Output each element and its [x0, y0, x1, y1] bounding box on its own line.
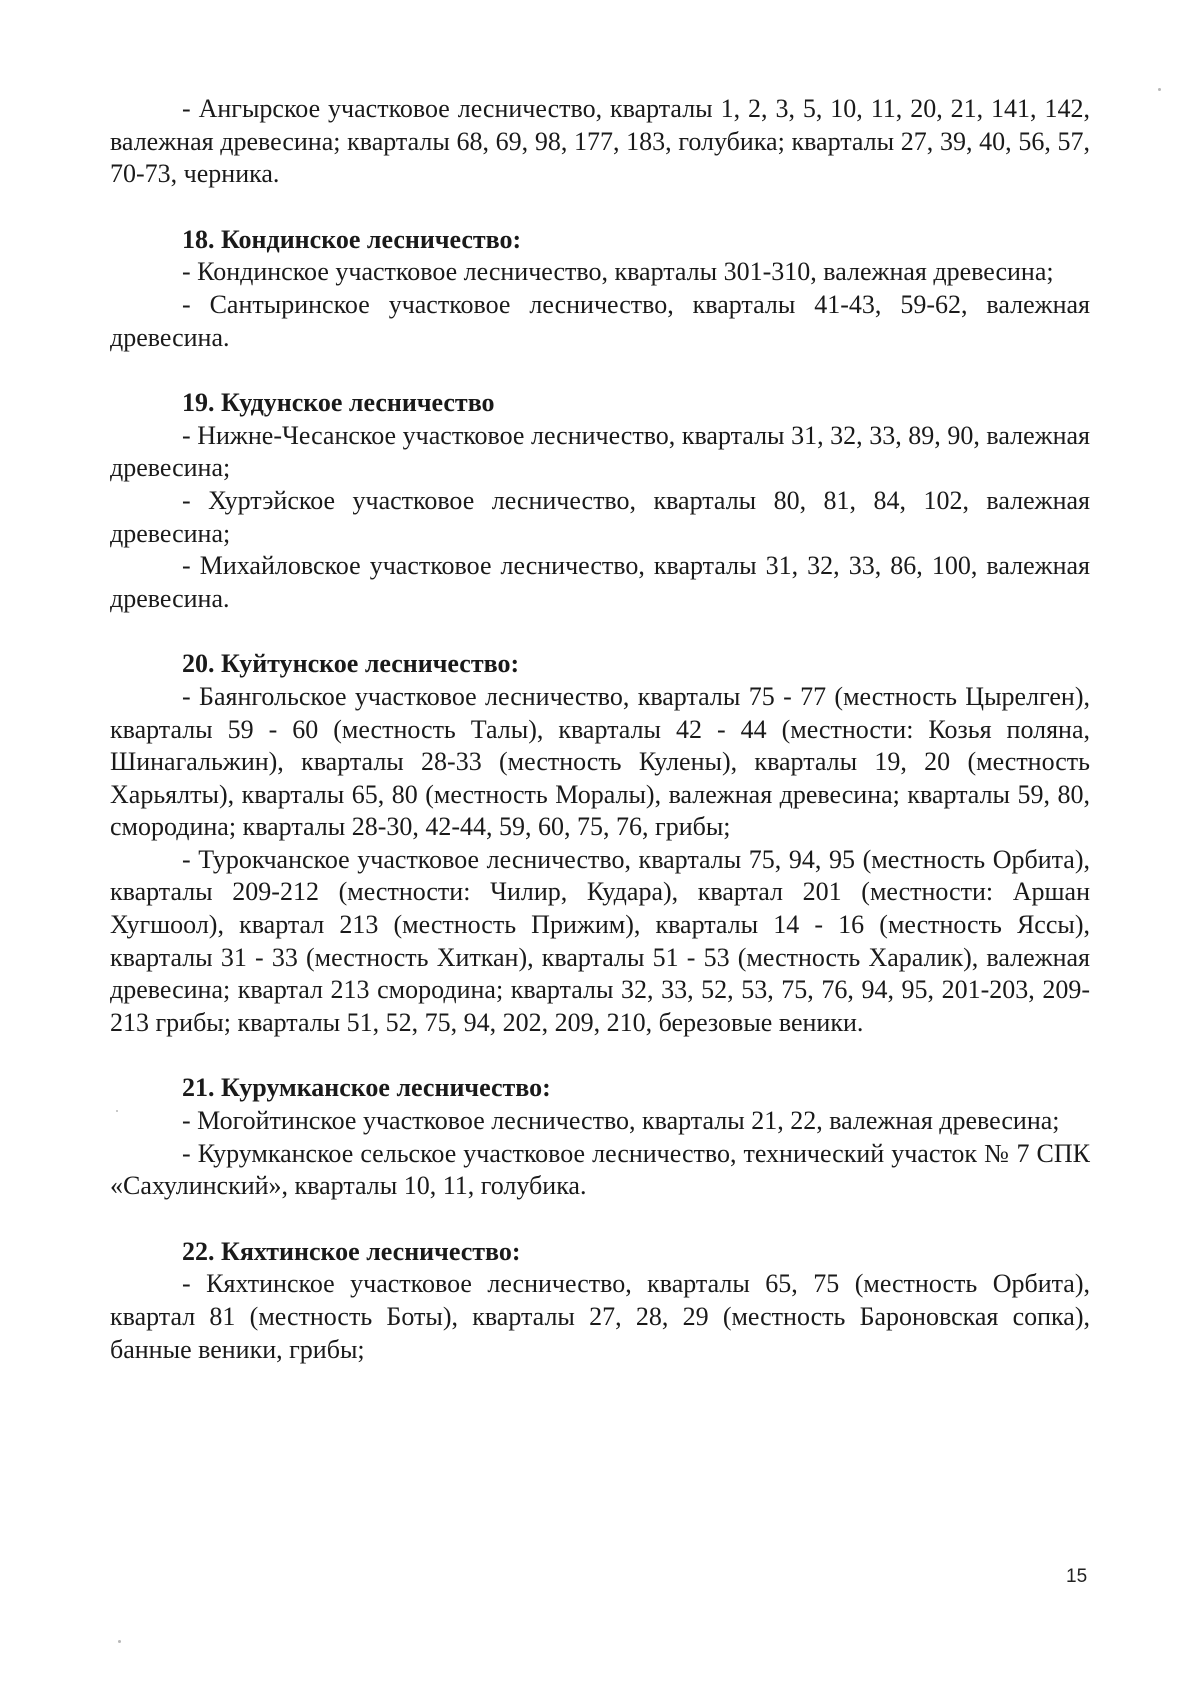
- section-21: [110, 1072, 1090, 1202]
- scan-speck: [118, 1640, 121, 1643]
- scan-speck: [116, 1110, 118, 1112]
- section-paragraph: - Кондинское участковое лесничество, кварталы 301-310, валежная древесина;: [182, 257, 1054, 287]
- section-heading: 21. Курумканское лесничество:: [182, 1073, 551, 1103]
- section-18: [110, 224, 1090, 354]
- section-20: [110, 648, 1090, 1039]
- section-paragraph: - Хуртэйское участковое лесничество, кварталы 80, 81, 84, 102, валежная древесина;: [110, 485, 1090, 548]
- scan-speck: [1158, 88, 1161, 91]
- intro-paragraph: - Ангырское участковое лесничество, кварталы 1, 2, 3, 5, 10, 11, 20, 21, 141, 142, валежная древесина; кварталы 68, 69, 98, 177, 183, голубика; кварталы 27, 39, 40, 56, 57, 70-73, черника.: [110, 94, 1090, 189]
- document-body: [110, 93, 1090, 1366]
- section-paragraph: - Кяхтинское участковое лесничество, кварталы 65, 75 (местность Орбита), квартал 81 (местность Боты), кварталы 27, 28, 29 (местность Бароновская сопка), банные веники, грибы;: [110, 1269, 1090, 1364]
- page-number: 15: [1066, 1566, 1088, 1587]
- section-heading: 20. Куйтунское лесничество:: [182, 649, 520, 679]
- section-paragraph: - Курумканское сельское участковое лесничество, технический участок № 7 СПК «Сахулинский», кварталы 10, 11, голубика.: [110, 1138, 1090, 1201]
- section-paragraph: - Баянгольское участковое лесничество, кварталы 75 - 77 (местность Цырелген), кварталы 59 - 60 (местность Талы), кварталы 42 - 44 (местности: Козья поляна, Шинагальжин), кварталы 28-33 (местность Кулены), кварталы 19, 20 (местность Харьялты), кварталы 65, 80 (местность Моралы), валежная древесина; кварталы 59, 80, смородина; кварталы 28-30, 42-44, 59, 60, 75, 76, грибы;: [110, 681, 1090, 842]
- section-paragraph: - Михайловское участковое лесничество, кварталы 31, 32, 33, 86, 100, валежная древесина.: [110, 551, 1090, 613]
- section-22: [110, 1236, 1090, 1366]
- section-paragraph: - Могойтинское участковое лесничество, кварталы 21, 22, валежная древесина;: [182, 1106, 1060, 1136]
- section-heading: 19. Кудунское лесничество: [182, 388, 495, 418]
- section-heading: 22. Кяхтинское лесничество:: [182, 1236, 521, 1266]
- section-paragraph: - Нижне-Чесанское участковое лесничество, кварталы 31, 32, 33, 89, 90, валежная древесина;: [110, 420, 1090, 483]
- section-paragraph: - Турокчанское участковое лесничество, кварталы 75, 94, 95 (местность Орбита), кварталы 209-212 (местности: Чилир, Кудара), квартал 201 (местности: Аршан Хугшоол), квартал 213 (местность Прижим), кварталы 14 - 16 (местность Яссы), кварталы 31 - 33 (местность Хиткан), кварталы 51 - 53 (местность Харалик), валежная древесина; квартал 213 смородина; кварталы 32, 33, 52, 53, 75, 76, 94, 95, 201-203, 209-213 грибы; кварталы 51, 52, 75, 94, 202, 209, 210, березовые веники.: [110, 844, 1090, 1037]
- section-19: [110, 387, 1090, 615]
- section-paragraph: - Сантыринское участковое лесничество, кварталы 41-43, 59-62, валежная древесина.: [110, 289, 1090, 352]
- section-heading: 18. Кондинское лесничество:: [182, 224, 522, 254]
